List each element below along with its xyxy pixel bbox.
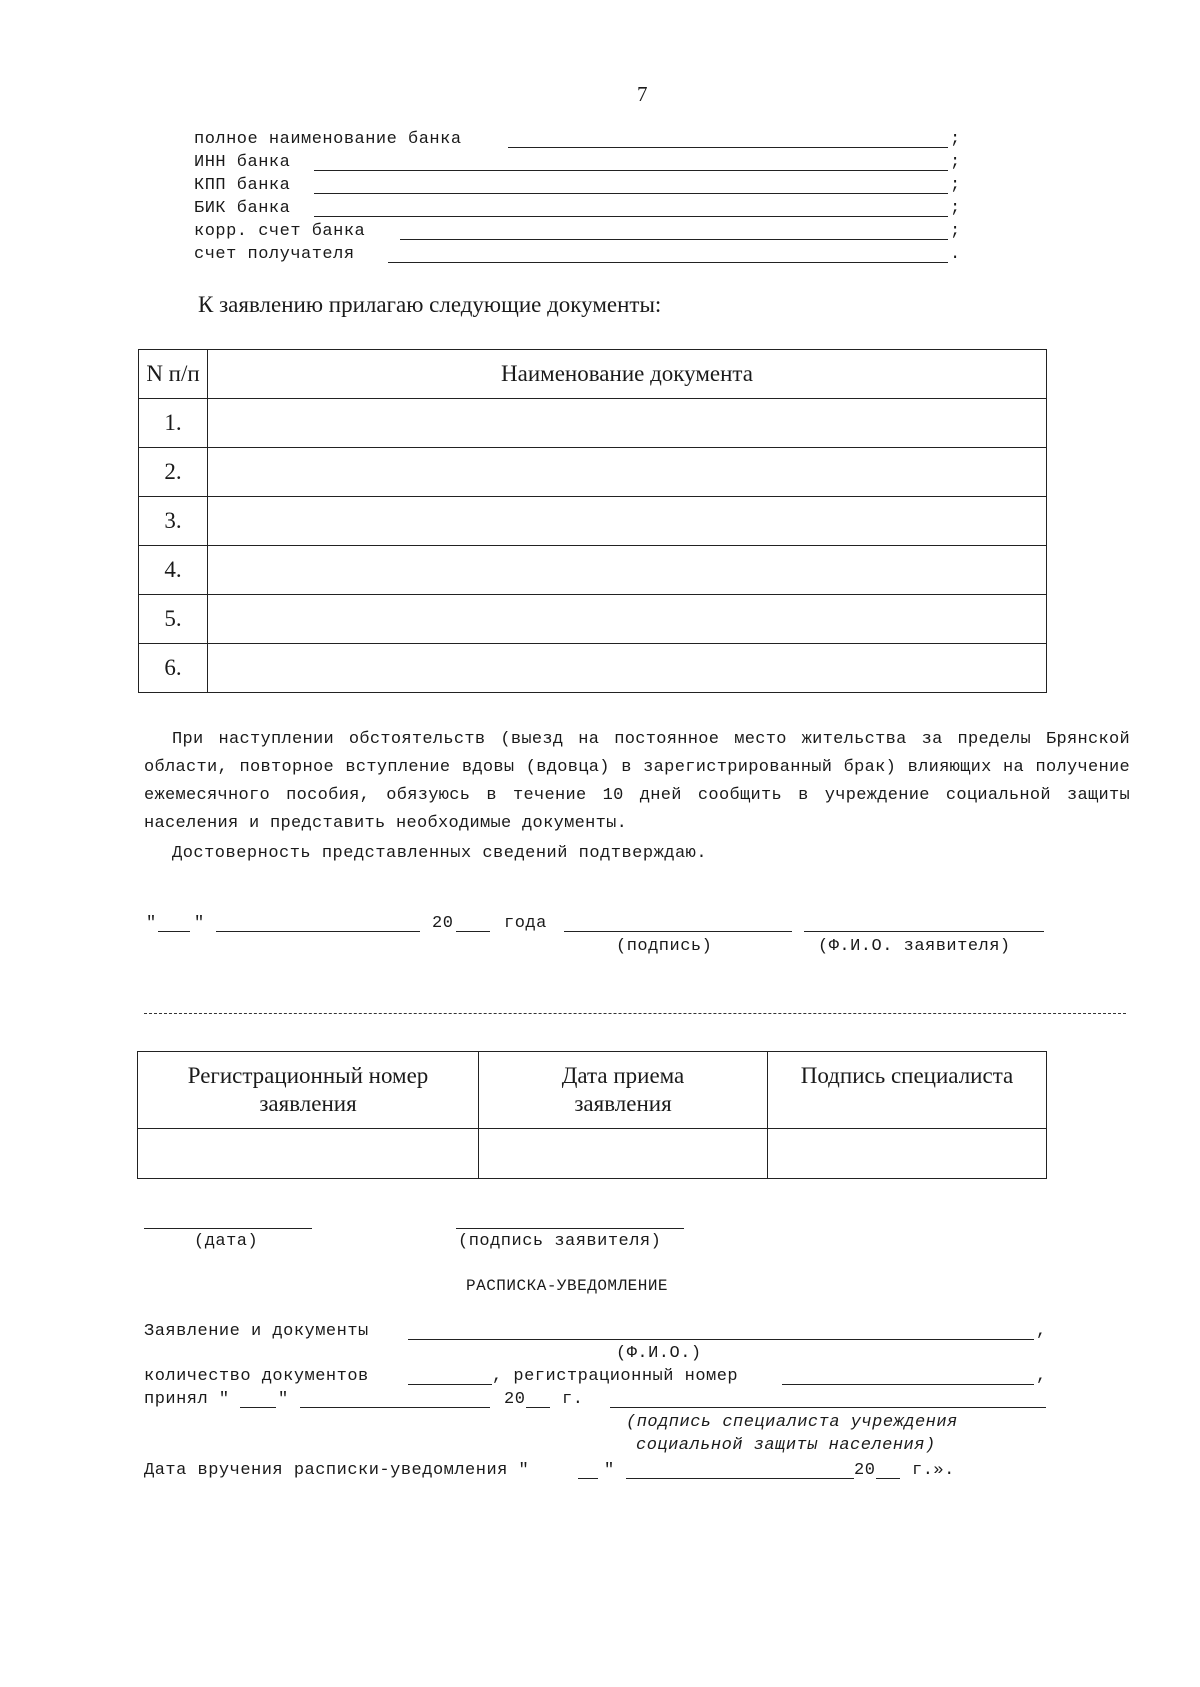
receipt-reg-line[interactable]	[782, 1384, 1034, 1385]
document-name-cell[interactable]	[208, 546, 1047, 595]
delivery-year-line[interactable]	[876, 1478, 900, 1479]
document-name-cell[interactable]	[208, 448, 1047, 497]
specialist-signature-line[interactable]	[610, 1407, 1046, 1408]
bank-field-end: ;	[950, 222, 961, 241]
delivery-day-line[interactable]	[578, 1478, 598, 1479]
bank-field-line-bik[interactable]	[314, 216, 948, 217]
table-row	[139, 399, 1047, 448]
delivery-month-line[interactable]	[626, 1478, 854, 1479]
bank-field-label-corr-account: корр. счет банка	[194, 222, 366, 241]
row-number: 2.	[139, 448, 208, 497]
date-quote-open: "	[146, 914, 157, 933]
document-name-cell[interactable]	[208, 399, 1047, 448]
receipt-reg-label: , регистрационный номер	[492, 1367, 739, 1386]
year-word: года	[504, 914, 547, 933]
acceptance-date-label: Дата приема заявления	[561, 1063, 685, 1116]
receipt-accepted-day-line[interactable]	[240, 1407, 276, 1408]
bank-field-label-inn: ИНН банка	[194, 153, 291, 172]
bank-field-label-recipient-account: счет получателя	[194, 245, 355, 264]
attachments-table	[138, 349, 1047, 693]
receipt-accepted-label: принял "	[144, 1390, 230, 1409]
receipt-docs-fio-line[interactable]	[408, 1339, 1034, 1340]
table-row	[139, 644, 1047, 693]
date-quote-close: "	[194, 914, 205, 933]
col-header-number: N п/п	[139, 350, 208, 399]
bank-field-end: ;	[950, 153, 961, 172]
confirmation-text: Достоверность представленных сведений подтверждаю.	[172, 844, 708, 863]
page-number: 7	[637, 82, 648, 106]
receipt-reg-end: ,	[1036, 1367, 1047, 1386]
delivery-year-prefix: 20	[854, 1461, 876, 1480]
bank-field-line-corr-account[interactable]	[400, 239, 948, 240]
document-name-cell[interactable]	[208, 497, 1047, 546]
document-name-cell[interactable]	[208, 644, 1047, 693]
receipt-docs-end: ,	[1036, 1322, 1047, 1341]
attachments-heading: К заявлению прилагаю следующие документы:	[198, 292, 662, 317]
applicant-name-line[interactable]	[804, 931, 1044, 932]
bank-field-line-recipient-account[interactable]	[388, 262, 948, 263]
document-name-cell[interactable]	[208, 595, 1047, 644]
date-year-line[interactable]	[456, 931, 490, 932]
obligation-paragraph: При наступлении обстоятельств (выезд на постоянное место жительства за пределы Брянской области, повторное вступление вдовы (вдовца) в зарегистрированный брак) влияющих на получение ежемесячного пособия, обязуюсь в течение 10 дней сообщить в учреждение социальной защиты населения и представить необходимые документы.	[144, 730, 1130, 833]
bank-field-label-full-name: полное наименование банка	[194, 130, 462, 149]
delivery-quote: "	[604, 1461, 615, 1480]
row-number: 5.	[139, 595, 208, 644]
year-prefix: 20	[432, 914, 454, 933]
bank-field-end: ;	[950, 176, 961, 195]
specialist-signature-cell[interactable]	[768, 1129, 1047, 1179]
bank-field-line-inn[interactable]	[314, 170, 948, 171]
delivery-label: Дата вручения расписки-уведомления "	[144, 1461, 530, 1480]
bank-field-label-bik: БИК банка	[194, 199, 291, 218]
applicant-signature-line[interactable]	[564, 931, 792, 932]
bank-field-end: ;	[950, 130, 961, 149]
receipt-year-line[interactable]	[526, 1407, 550, 1408]
receipt-title: РАСПИСКА-УВЕДОМЛЕНИЕ	[466, 1277, 669, 1295]
row-number: 6.	[139, 644, 208, 693]
receipt-docs-label: Заявление и документы	[144, 1322, 369, 1341]
bank-field-end: ;	[950, 199, 961, 218]
receipt-count-line[interactable]	[408, 1384, 492, 1385]
bank-field-line-full-name[interactable]	[508, 147, 948, 148]
row-number: 1.	[139, 399, 208, 448]
signature-caption: (подпись)	[616, 937, 713, 956]
registration-number-label: Регистрационный номер заявления	[187, 1063, 429, 1116]
table-row	[139, 448, 1047, 497]
receipt-accepted-quote: "	[278, 1390, 289, 1409]
receipt-date-line[interactable]	[144, 1228, 312, 1229]
date-month-line[interactable]	[216, 931, 420, 932]
registration-number-cell[interactable]	[138, 1129, 479, 1179]
receipt-fio-caption: (Ф.И.О.)	[616, 1344, 702, 1363]
table-row	[139, 595, 1047, 644]
table-row	[139, 546, 1047, 595]
receipt-applicant-signature-line[interactable]	[456, 1228, 684, 1229]
table-row	[139, 497, 1047, 546]
delivery-end: г.».	[912, 1461, 955, 1480]
row-number: 3.	[139, 497, 208, 546]
receipt-date-caption: (дата)	[194, 1232, 259, 1251]
registration-table	[137, 1051, 1047, 1179]
acceptance-date-cell[interactable]	[479, 1129, 768, 1179]
col-header-specialist-signature: Подпись специалиста	[768, 1052, 1047, 1129]
bank-field-label-kpp: КПП банка	[194, 176, 291, 195]
applicant-name-caption: (Ф.И.О. заявителя)	[818, 937, 1011, 956]
col-header-registration-number	[138, 1052, 479, 1129]
row-number: 4.	[139, 546, 208, 595]
col-header-acceptance-date	[479, 1052, 768, 1129]
bank-field-line-kpp[interactable]	[314, 193, 948, 194]
specialist-caption-line1: (подпись специалиста учреждения	[626, 1413, 958, 1432]
specialist-caption-line2: социальной защиты населения)	[636, 1436, 936, 1455]
bank-field-end: .	[950, 245, 961, 264]
col-header-document-name: Наименование документа	[208, 350, 1047, 399]
table-row	[138, 1129, 1047, 1179]
date-day-line[interactable]	[158, 931, 190, 932]
receipt-count-label: количество документов	[144, 1367, 369, 1386]
receipt-accepted-month-line[interactable]	[300, 1407, 490, 1408]
receipt-year-prefix: 20	[504, 1390, 526, 1409]
cut-line-divider	[144, 1013, 1126, 1014]
receipt-year-suffix: г.	[562, 1390, 584, 1409]
receipt-applicant-signature-caption: (подпись заявителя)	[458, 1232, 662, 1251]
